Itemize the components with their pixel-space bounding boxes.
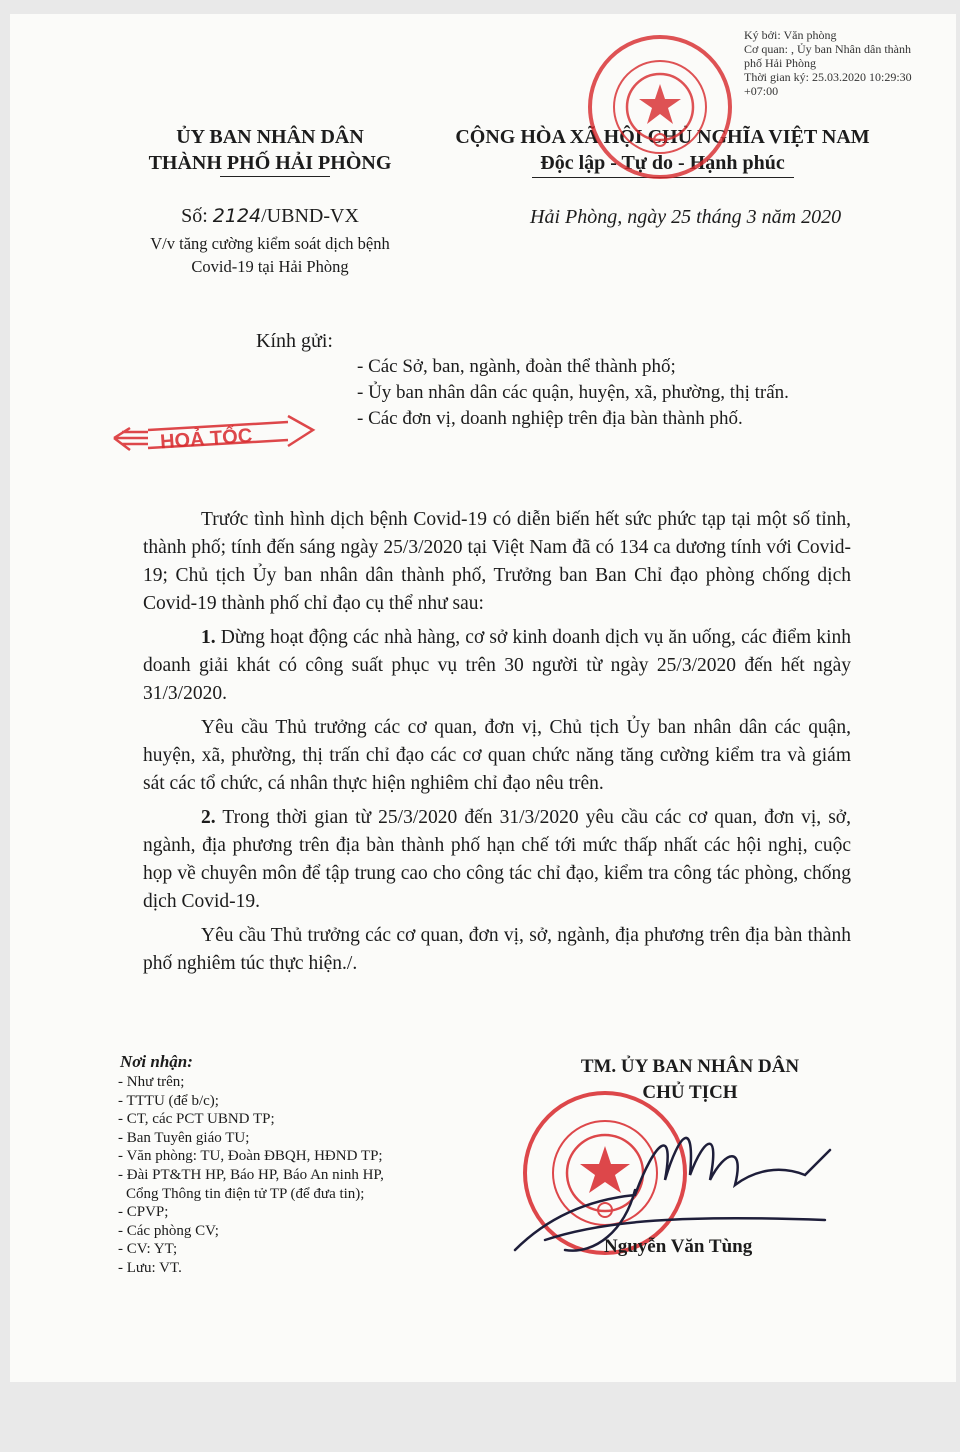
signer-name: Nguyễn Văn Tùng bbox=[604, 1236, 753, 1257]
urgent-stamp bbox=[108, 408, 318, 468]
signing-agency: Cơ quan: , Ủy ban Nhân dân thành bbox=[744, 42, 911, 56]
body-closing: Yêu cầu Thủ trưởng các cơ quan, đơn vị, sở, ngành, địa phương trên địa bàn thành phố nghiêm túc thực hiện./. bbox=[143, 925, 851, 974]
document-body bbox=[143, 506, 851, 984]
on-behalf: TM. ỦY BAN NHÂN DÂN bbox=[580, 1056, 800, 1077]
recipient-item: - Các Sở, ban, ngành, đoàn thể thành phố; bbox=[357, 356, 676, 377]
body-item-1-requirement: Yêu cầu Thủ trưởng các cơ quan, đơn vị, Chủ tịch Ủy ban nhân dân các quận, huyện, xã, phường, thị trấn chỉ đạo các cơ quan chức năng tăng cường kiểm tra và giám sát các tổ chức, cá nhân thực hiện nghiêm chỉ đạo nêu trên. bbox=[143, 717, 851, 794]
receiver-item: - Lưu: VT. bbox=[118, 1259, 182, 1276]
receiver-item: - CPVP; bbox=[118, 1204, 169, 1221]
receiver-item: - Ban Tuyên giáo TU; bbox=[118, 1129, 250, 1146]
org-underline bbox=[220, 176, 330, 177]
subject-line-1: V/v tăng cường kiểm soát dịch bệnh bbox=[150, 234, 390, 253]
item-2-number: 2. bbox=[201, 807, 216, 828]
number-suffix: /UBND-VX bbox=[261, 205, 359, 227]
org-line-2: THÀNH PHỐ HẢI PHÒNG bbox=[148, 152, 392, 174]
subject-line-2: Covid-19 tại Hải Phòng bbox=[191, 257, 349, 276]
urgent-label: HOẢ TỐC bbox=[159, 424, 253, 454]
digital-signature-box bbox=[744, 28, 949, 98]
receiver-item: Cổng Thông tin điện tử TP (để đưa tin); bbox=[126, 1185, 365, 1202]
body-intro: Trước tình hình dịch bệnh Covid-19 có diễn biến hết sức phức tạp tại một số tỉnh, thành phố; tính đến sáng ngày 25/3/2020 tại Việt Nam đã có 134 ca dương tính với Covid-19; Chủ tịch Ủy ban nhân dân thành phố, Trưởng ban Ban Chỉ đạo phòng chống dịch Covid-19 thành phố chỉ đạo cụ thể như sau: bbox=[143, 509, 851, 614]
place-date: Hải Phòng, ngày 25 tháng 3 năm 2020 bbox=[530, 206, 842, 228]
nation-name: CỘNG HÒA XÃ HỘI CHỦ NGHĨA VIỆT NAM bbox=[455, 126, 870, 148]
receivers-list bbox=[118, 1073, 384, 1278]
motto: Độc lập - Tự do - Hạnh phúc bbox=[540, 152, 785, 174]
document-page bbox=[10, 14, 956, 1382]
position: CHỦ TỊCH bbox=[642, 1082, 738, 1103]
official-seal-top bbox=[585, 32, 735, 182]
greeting: Kính gửi: bbox=[256, 330, 333, 352]
recipient-item: - Ủy ban nhân dân các quận, huyện, xã, phường, thị trấn. bbox=[357, 382, 789, 403]
body-item-1 bbox=[143, 624, 851, 708]
recipient-item: - Các đơn vị, doanh nghiệp trên địa bàn thành phố. bbox=[357, 408, 743, 429]
org-line-1: ỦY BAN NHÂN DÂN bbox=[176, 126, 364, 148]
receiver-item: - TTTU (để b/c); bbox=[118, 1092, 219, 1109]
receiver-item: - Các phòng CV; bbox=[118, 1222, 219, 1239]
receivers-title: Nơi nhận: bbox=[120, 1052, 193, 1071]
receiver-item: - Đài PT&TH HP, Báo HP, Báo An ninh HP, bbox=[118, 1166, 384, 1183]
receiver-item: - CV: YT; bbox=[118, 1241, 178, 1258]
signing-time: Thời gian ký: 25.03.2020 10:29:30 bbox=[744, 70, 912, 84]
item-1-text: Dừng hoạt động các nhà hàng, cơ sở kinh doanh dịch vụ ăn uống, các điểm kinh doanh giải khát có công suất phục vụ trên 30 người từ ngày 25/3/2020 đến hết ngày 31/3/2020. bbox=[143, 627, 851, 704]
item-1-number: 1. bbox=[201, 627, 216, 648]
receiver-item: - Như trên; bbox=[118, 1074, 185, 1090]
recipients-list bbox=[357, 354, 789, 432]
signing-time-zone: +07:00 bbox=[744, 84, 779, 98]
issuing-organization bbox=[120, 124, 420, 176]
number-prefix: Số: bbox=[181, 205, 213, 227]
number-handwritten: 2124 bbox=[212, 205, 262, 227]
body-item-2 bbox=[143, 804, 851, 916]
signing-agency-cont: phố Hải Phòng bbox=[744, 56, 816, 70]
receiver-item: - Văn phòng: TU, Đoàn ĐBQH, HĐND TP; bbox=[118, 1148, 383, 1165]
receiver-item: - CT, các PCT UBND TP; bbox=[118, 1111, 275, 1128]
item-2-text: Trong thời gian từ 25/3/2020 đến 31/3/2020 yêu cầu các cơ quan, đơn vị, sở, ngành, địa phương trên địa bàn thành phố hạn chế tới mức thấp nhất các hội nghị, cuộc họp về chuyên môn để tập trung cao cho công tác chỉ đạo, kiểm tra công tác phòng, chống dịch Covid-19. bbox=[143, 807, 851, 912]
document-subject bbox=[120, 232, 420, 278]
document-number bbox=[120, 205, 420, 228]
signed-by: Ký bởi: Văn phòng bbox=[744, 28, 837, 42]
